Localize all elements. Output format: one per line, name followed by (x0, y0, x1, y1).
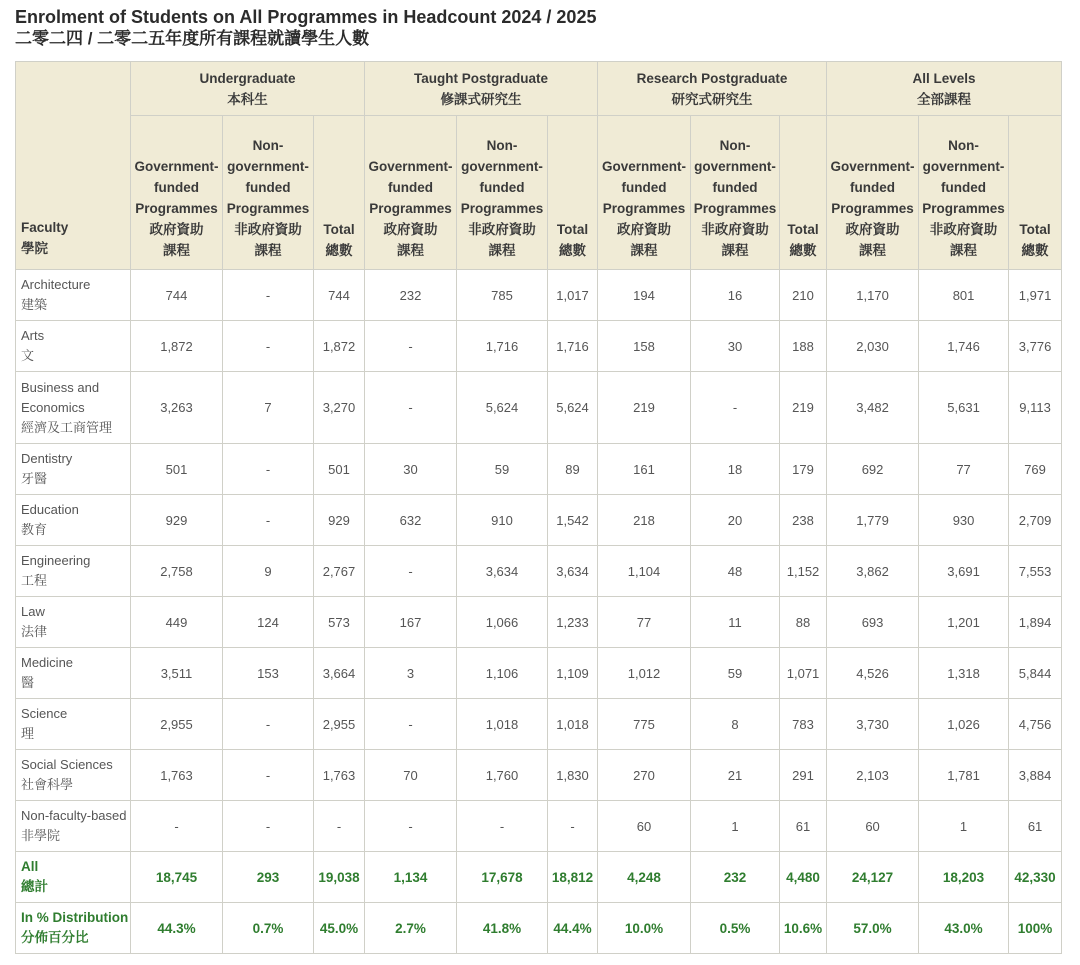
non-gov-funded-header-line: funded (712, 180, 758, 195)
non-gov-funded-header-line: Programmes (922, 201, 1005, 216)
faculty-name (16, 648, 131, 699)
table-cell: 59 (691, 648, 780, 699)
table-cell: 692 (827, 444, 919, 495)
total-header-line: 總數 (325, 243, 353, 258)
table-cell: 19,038 (314, 852, 365, 903)
title-chinese: 二零二四 / 二零二五年度所有課程就讀學生人數 (15, 29, 370, 48)
faculty-name-line: 文 (21, 348, 35, 363)
table-cell: 293 (223, 852, 314, 903)
table-cell: 44.4% (548, 903, 598, 954)
table-cell: - (457, 801, 548, 852)
table-cell: - (223, 321, 314, 372)
faculty-name-line: Law (21, 604, 45, 619)
table-row (16, 597, 1062, 648)
table-row (16, 444, 1062, 495)
non-gov-funded-header-line: Non- (252, 138, 284, 153)
table-cell: 4,480 (780, 852, 827, 903)
table-cell: 1,971 (1009, 270, 1062, 321)
faculty-name (16, 852, 131, 903)
table-cell: 291 (780, 750, 827, 801)
table-cell: 3,263 (131, 372, 223, 444)
table-row (16, 546, 1062, 597)
table-cell: 1,763 (131, 750, 223, 801)
table-cell: 57.0% (827, 903, 919, 954)
table-cell: 5,624 (457, 372, 548, 444)
table-row (16, 699, 1062, 750)
table-cell: 4,248 (598, 852, 691, 903)
faculty-name-line: Business and (21, 379, 100, 395)
table-cell: 30 (691, 321, 780, 372)
faculty-name-line: Non-faculty-based (21, 808, 127, 823)
faculty-name-line: 牙醫 (21, 471, 48, 486)
table-cell: 1,318 (919, 648, 1009, 699)
table-cell: 775 (598, 699, 691, 750)
table-cell: 100% (1009, 903, 1062, 954)
faculty-name-line: 教育 (21, 522, 48, 537)
table-cell: 1,152 (780, 546, 827, 597)
table-cell: 2,955 (131, 699, 223, 750)
faculty-name-line: 社會科學 (21, 777, 74, 792)
faculty-name (16, 321, 131, 372)
non-gov-funded-header-line: Non- (719, 138, 751, 153)
table-cell: 77 (919, 444, 1009, 495)
table-cell: - (365, 372, 457, 444)
table-cell: 3,511 (131, 648, 223, 699)
faculty-name-line: 工程 (21, 573, 48, 588)
table-cell: 10.6% (780, 903, 827, 954)
total-header-line: Total (787, 222, 819, 237)
table-cell: 5,624 (548, 372, 598, 444)
table-cell: 5,844 (1009, 648, 1062, 699)
table-cell: 60 (598, 801, 691, 852)
table-cell: 153 (223, 648, 314, 699)
table-cell: 3 (365, 648, 457, 699)
faculty-name-line: 建築 (21, 297, 48, 312)
table-cell: 3,664 (314, 648, 365, 699)
table-cell: 2.7% (365, 903, 457, 954)
total-header-line: Total (1019, 222, 1051, 237)
faculty-name-line: Economics (21, 399, 85, 415)
table-row (16, 495, 1062, 546)
title-english: Enrolment of Students on All Programmes in Headcount 2024 / 2025 (15, 7, 597, 27)
gov-funded-header-line: funded (850, 180, 896, 195)
table-row (16, 372, 1062, 444)
faculty-name (16, 495, 131, 546)
gov-funded-header-line: Government- (134, 159, 219, 174)
table-row (16, 321, 1062, 372)
group-header (598, 62, 827, 116)
table-cell: 48 (691, 546, 780, 597)
table-cell: 1,201 (919, 597, 1009, 648)
table-cell: 1,233 (548, 597, 598, 648)
gov-funded-header-line: 政府資助 (617, 222, 672, 237)
table-cell: 5,631 (919, 372, 1009, 444)
table-cell: 1,104 (598, 546, 691, 597)
table-cell: 1,012 (598, 648, 691, 699)
table-cell: 449 (131, 597, 223, 648)
faculty-name-line: Arts (21, 328, 45, 343)
table-cell: 238 (780, 495, 827, 546)
table-row (16, 801, 1062, 852)
faculty-name (16, 801, 131, 852)
table-cell: 1,542 (548, 495, 598, 546)
table-cell: 0.5% (691, 903, 780, 954)
gov-funded-header (131, 116, 223, 270)
table-cell: 194 (598, 270, 691, 321)
table-cell: - (223, 444, 314, 495)
table-cell: 17,678 (457, 852, 548, 903)
faculty-header-line: Faculty (21, 220, 69, 235)
table-cell: 60 (827, 801, 919, 852)
table-cell: - (365, 801, 457, 852)
table-cell: 9,113 (1009, 372, 1062, 444)
table-cell: 30 (365, 444, 457, 495)
table-cell: 929 (131, 495, 223, 546)
table-cell: 1 (691, 801, 780, 852)
table-cell: 632 (365, 495, 457, 546)
group-header-line: 本科生 (227, 91, 268, 107)
group-header (827, 62, 1062, 116)
faculty-name-line: 分佈百分比 (21, 930, 89, 945)
table-cell: 18,203 (919, 852, 1009, 903)
table-cell: 3,691 (919, 546, 1009, 597)
table-cell: 3,776 (1009, 321, 1062, 372)
group-header-line: Undergraduate (199, 70, 296, 86)
faculty-header (16, 62, 131, 270)
table-cell: 2,767 (314, 546, 365, 597)
non-gov-funded-header-line: 非政府資助 (701, 222, 769, 237)
group-header-line: 全部課程 (917, 91, 972, 107)
table-cell: 61 (1009, 801, 1062, 852)
table-cell: 161 (598, 444, 691, 495)
total-row (16, 852, 1062, 903)
faculty-name (16, 270, 131, 321)
table-cell: 24,127 (827, 852, 919, 903)
table-cell: 61 (780, 801, 827, 852)
non-gov-funded-header-line: funded (479, 180, 525, 195)
table-cell: 270 (598, 750, 691, 801)
table-cell: 783 (780, 699, 827, 750)
table-cell: - (365, 546, 457, 597)
header-group-row (16, 62, 1062, 116)
table-cell: 1,779 (827, 495, 919, 546)
table-cell: 44.3% (131, 903, 223, 954)
table-cell: - (131, 801, 223, 852)
table-cell: 18 (691, 444, 780, 495)
table-cell: 1,018 (457, 699, 548, 750)
gov-funded-header-line: 政府資助 (845, 222, 900, 237)
table-cell: 232 (691, 852, 780, 903)
table-cell: 1,781 (919, 750, 1009, 801)
table-cell: 3,270 (314, 372, 365, 444)
gov-funded-header-line: funded (621, 180, 667, 195)
table-cell: 18,812 (548, 852, 598, 903)
table-cell: 88 (780, 597, 827, 648)
table-cell: 219 (780, 372, 827, 444)
table-cell: 3,634 (457, 546, 548, 597)
faculty-name-line: Dentistry (21, 451, 73, 466)
table-row (16, 270, 1062, 321)
table-cell: - (365, 699, 457, 750)
faculty-name (16, 750, 131, 801)
table-cell: 2,955 (314, 699, 365, 750)
gov-funded-header-line: 政府資助 (383, 222, 438, 237)
table-cell: 1,026 (919, 699, 1009, 750)
non-gov-funded-header-line: funded (245, 180, 291, 195)
group-header-line: Taught Postgraduate (414, 70, 549, 86)
table-cell: 744 (131, 270, 223, 321)
gov-funded-header (598, 116, 691, 270)
non-gov-funded-header (919, 116, 1009, 270)
table-cell: - (548, 801, 598, 852)
table-cell: 2,030 (827, 321, 919, 372)
table-cell: 1 (919, 801, 1009, 852)
gov-funded-header-line: Programmes (602, 201, 686, 216)
non-gov-funded-header-line: 課程 (950, 243, 978, 258)
total-header (1009, 116, 1062, 270)
table-cell: 1,071 (780, 648, 827, 699)
non-gov-funded-header-line: Programmes (693, 201, 777, 216)
non-gov-funded-header (223, 116, 314, 270)
total-header-line: Total (556, 222, 589, 237)
faculty-name-line: Medicine (21, 655, 74, 670)
table-cell: 1,017 (548, 270, 598, 321)
table-cell: 501 (131, 444, 223, 495)
gov-funded-header-line: Programmes (135, 201, 218, 216)
table-cell: 1,716 (548, 321, 598, 372)
table-cell: 930 (919, 495, 1009, 546)
non-gov-funded-header-line: 非政府資助 (234, 222, 302, 237)
table-cell: 4,526 (827, 648, 919, 699)
table-cell: 218 (598, 495, 691, 546)
table-cell: 744 (314, 270, 365, 321)
table-cell: 3,482 (827, 372, 919, 444)
table-cell: 693 (827, 597, 919, 648)
non-gov-funded-header-line: government- (694, 159, 776, 174)
table-cell: 16 (691, 270, 780, 321)
group-header (131, 62, 365, 116)
table-cell: 2,103 (827, 750, 919, 801)
faculty-name (16, 444, 131, 495)
percent-distribution-row (16, 903, 1062, 954)
table-cell: 20 (691, 495, 780, 546)
table-cell: 10.0% (598, 903, 691, 954)
non-gov-funded-header-line: 非政府資助 (468, 222, 536, 237)
faculty-name-line: Education (21, 502, 79, 517)
table-cell: - (223, 750, 314, 801)
gov-funded-header (827, 116, 919, 270)
table-cell: 18,745 (131, 852, 223, 903)
table-cell: 1,894 (1009, 597, 1062, 648)
table-cell: 210 (780, 270, 827, 321)
non-gov-funded-header-line: government- (227, 159, 309, 174)
table-cell: - (223, 495, 314, 546)
table-cell: 70 (365, 750, 457, 801)
faculty-name (16, 372, 131, 444)
gov-funded-header-line: 政府資助 (149, 222, 204, 237)
table-cell: 0.7% (223, 903, 314, 954)
non-gov-funded-header-line: 課程 (488, 243, 516, 258)
table-row (16, 648, 1062, 699)
table-cell: 501 (314, 444, 365, 495)
faculty-name-line: 法律 (21, 624, 48, 639)
non-gov-funded-header-line: government- (922, 159, 1005, 174)
non-gov-funded-header-line: Non- (948, 138, 979, 153)
table-cell: 1,170 (827, 270, 919, 321)
table-cell: 188 (780, 321, 827, 372)
faculty-name-line: In % Distribution (21, 910, 129, 925)
faculty-header-line: 學院 (21, 241, 48, 256)
non-gov-funded-header-line: 課程 (721, 243, 749, 258)
faculty-name (16, 546, 131, 597)
gov-funded-header (365, 116, 457, 270)
gov-funded-header-line: funded (154, 180, 199, 195)
table-cell: - (314, 801, 365, 852)
table-cell: 3,730 (827, 699, 919, 750)
table-body (16, 270, 1062, 954)
total-header (780, 116, 827, 270)
non-gov-funded-header-line: government- (461, 159, 543, 174)
table-cell: 7 (223, 372, 314, 444)
table-cell: - (223, 801, 314, 852)
table-cell: 3,634 (548, 546, 598, 597)
group-header-line: 研究式研究生 (671, 91, 753, 107)
total-header-line: Total (323, 222, 355, 237)
gov-funded-header-line: Programmes (831, 201, 914, 216)
table-cell: 1,830 (548, 750, 598, 801)
table-cell: 1,763 (314, 750, 365, 801)
table-cell: 167 (365, 597, 457, 648)
table-cell: 45.0% (314, 903, 365, 954)
table-cell: 2,758 (131, 546, 223, 597)
gov-funded-header-line: Government- (830, 159, 915, 174)
faculty-name-line: 非學院 (21, 828, 61, 843)
faculty-name (16, 597, 131, 648)
table-cell: 232 (365, 270, 457, 321)
faculty-name-line: 理 (21, 726, 35, 741)
group-header-line: All Levels (912, 70, 976, 86)
table-cell: 43.0% (919, 903, 1009, 954)
faculty-name-line: 經濟及工商管理 (21, 419, 113, 435)
faculty-name (16, 903, 131, 954)
table-cell: 785 (457, 270, 548, 321)
gov-funded-header-line: 課程 (163, 243, 190, 258)
non-gov-funded-header-line: Programmes (226, 201, 310, 216)
non-gov-funded-header (691, 116, 780, 270)
total-header (548, 116, 598, 270)
enrolment-table (15, 61, 1062, 954)
faculty-name-line: Architecture (21, 277, 91, 292)
faculty-name-line: 醫 (21, 675, 35, 690)
table-cell: 1,106 (457, 648, 548, 699)
table-cell: 3,862 (827, 546, 919, 597)
table-cell: 1,746 (919, 321, 1009, 372)
table-cell: 41.8% (457, 903, 548, 954)
table-cell: 7,553 (1009, 546, 1062, 597)
group-header-line: 修課式研究生 (440, 91, 522, 107)
gov-funded-header-line: 課程 (397, 243, 424, 258)
table-cell: 1,760 (457, 750, 548, 801)
table-cell: 3,884 (1009, 750, 1062, 801)
gov-funded-header-line: Government- (602, 159, 687, 174)
non-gov-funded-header-line: Non- (486, 138, 518, 153)
non-gov-funded-header-line: Programmes (460, 201, 544, 216)
table-cell: 1,066 (457, 597, 548, 648)
table-header (16, 62, 1062, 270)
faculty-name-line: All (21, 859, 39, 874)
table-cell: 2,709 (1009, 495, 1062, 546)
table-cell: 219 (598, 372, 691, 444)
non-gov-funded-header (457, 116, 548, 270)
table-row (16, 750, 1062, 801)
table-cell: 1,872 (314, 321, 365, 372)
gov-funded-header-line: Government- (368, 159, 453, 174)
non-gov-funded-header-line: funded (941, 180, 987, 195)
table-cell: - (365, 321, 457, 372)
group-header (365, 62, 598, 116)
table-cell: 801 (919, 270, 1009, 321)
gov-funded-header-line: 課程 (859, 243, 887, 258)
table-cell: - (691, 372, 780, 444)
table-cell: 124 (223, 597, 314, 648)
table-cell: 4,756 (1009, 699, 1062, 750)
table-cell: - (223, 699, 314, 750)
table-cell: 77 (598, 597, 691, 648)
header-sub-row (16, 116, 1062, 270)
table-cell: 1,872 (131, 321, 223, 372)
page-title (15, 6, 596, 49)
gov-funded-header-line: Programmes (369, 201, 452, 216)
group-header-line: Research Postgraduate (636, 70, 788, 86)
table-cell: 769 (1009, 444, 1062, 495)
non-gov-funded-header-line: 非政府資助 (929, 222, 998, 237)
total-header-line: 總數 (1021, 243, 1049, 258)
table-cell: - (223, 270, 314, 321)
faculty-name-line: Science (21, 706, 68, 721)
faculty-name-line: Engineering (21, 553, 91, 568)
table-cell: 158 (598, 321, 691, 372)
table-cell: 929 (314, 495, 365, 546)
table-cell: 11 (691, 597, 780, 648)
table-cell: 59 (457, 444, 548, 495)
table-cell: 8 (691, 699, 780, 750)
total-header-line: 總數 (789, 243, 817, 258)
total-header (314, 116, 365, 270)
table-cell: 89 (548, 444, 598, 495)
table-cell: 1,109 (548, 648, 598, 699)
table-cell: 42,330 (1009, 852, 1062, 903)
table-cell: 9 (223, 546, 314, 597)
faculty-name-line: 總計 (21, 879, 48, 894)
faculty-name-line: Social Sciences (21, 757, 113, 772)
table-cell: 21 (691, 750, 780, 801)
table-cell: 179 (780, 444, 827, 495)
faculty-name (16, 699, 131, 750)
total-header-line: 總數 (559, 243, 586, 258)
table-cell: 910 (457, 495, 548, 546)
table-cell: 1,134 (365, 852, 457, 903)
table-cell: 573 (314, 597, 365, 648)
gov-funded-header-line: 課程 (630, 243, 658, 258)
gov-funded-header-line: funded (388, 180, 433, 195)
table-cell: 1,716 (457, 321, 548, 372)
non-gov-funded-header-line: 課程 (254, 243, 282, 258)
table-cell: 1,018 (548, 699, 598, 750)
